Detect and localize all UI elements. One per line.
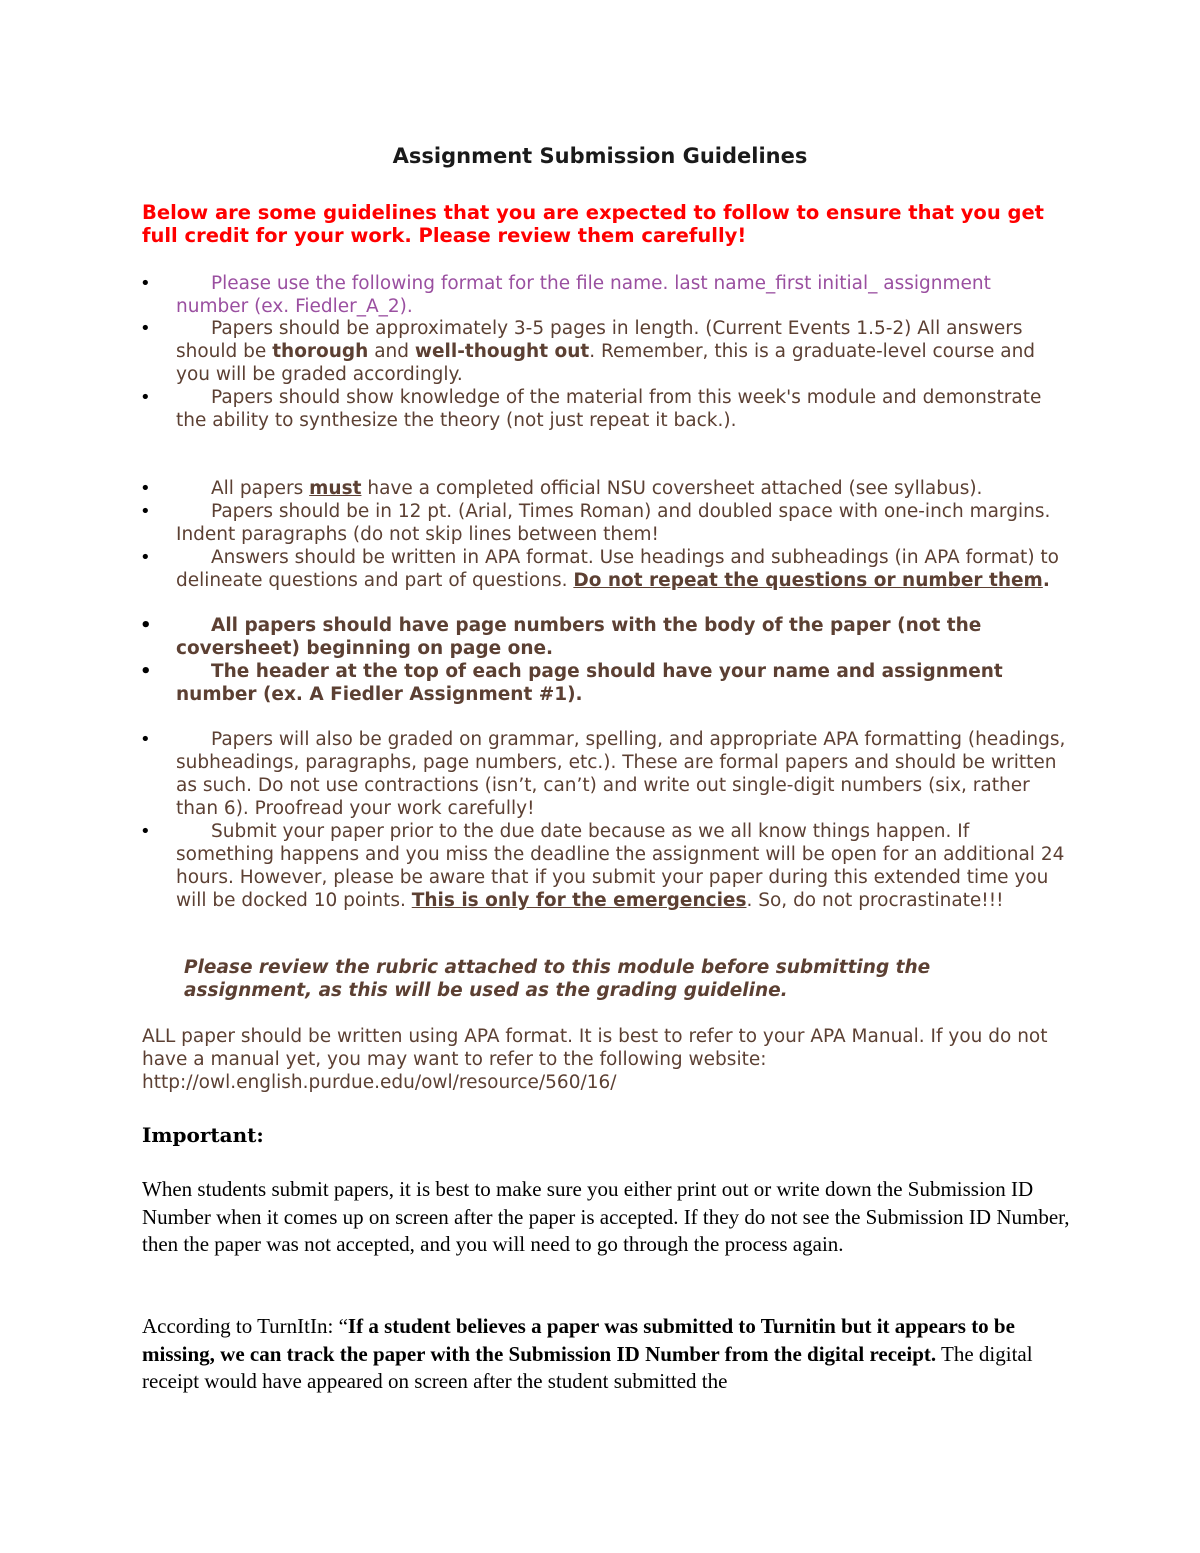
guideline-item-grammar: [140, 728, 1066, 820]
guideline-text: Papers should be in 12 pt. (Arial, Times Roman) and doubled space with one-inch margins. Indent paragraphs (do not skip lines between them!: [176, 501, 1051, 545]
guideline-item-knowledge: [140, 386, 1066, 432]
turnitin-rest: The digital receipt would have appeared on screen after the student submitted the: [142, 1341, 1033, 1393]
emphasis-thorough: thorough: [272, 341, 369, 362]
guideline-text: All papers should have page numbers with the body of the paper (not the coversheet) beginning on page one.: [176, 615, 982, 659]
important-heading: Important:: [142, 1123, 264, 1147]
guideline-item-apa-format: [140, 546, 1066, 592]
bullet-icon: •: [140, 478, 151, 499]
document-title: Assignment Submission Guidelines: [392, 144, 808, 168]
turnitin-quote-bold: If a student believes a paper was submitted to Turnitin but it appears to be missing, we can track the paper with the Submission ID Number from the digital receipt.: [142, 1314, 1015, 1366]
bullet-icon: •: [140, 273, 151, 294]
bullet-icon: •: [140, 318, 151, 339]
emphasis-must: must: [309, 478, 362, 499]
guideline-text: .: [1042, 570, 1050, 591]
emphasis-well-thought-out: well-thought out: [414, 341, 590, 362]
guideline-text: Papers should show knowledge of the material from this week's module and demonstrate the ability to synthesize the theory (not just repeat it back.).: [176, 387, 1042, 431]
guideline-text: Papers should be approximately 3-5 pages in length. (Current Events 1.5-2) All answers should be: [176, 318, 1023, 362]
apa-paragraph: ALL paper should be written using APA format. It is best to refer to your APA Manual. If you do not have a manual yet, you may want to refer to the following website: http://owl.english.purdue.edu/owl/resource/560/16/: [142, 1026, 1048, 1093]
important-paragraph: When students submit papers, it is best to make sure you either print out or write down the Submission ID Number when it comes up on screen after the paper is accepted. If they do not see the Submission ID Number, then the paper was not accepted, and you will need to go through the process again.: [142, 1177, 1070, 1256]
guideline-text: Submit your paper prior to the due date because as we all know things happen. If something happens and you miss the deadline the assignment will be open for an additional 24 hours. However, please be aware that if you submit your paper during this extended time you will be docked 10 points.: [176, 821, 1065, 911]
guideline-text: All papers: [211, 478, 310, 499]
emphasis-emergencies: This is only for the emergencies: [411, 890, 747, 911]
guideline-text: . Remember, this is a graduate-level course and you will be graded accordingly.: [176, 341, 1036, 385]
guideline-item-file-name: [140, 272, 1066, 318]
guideline-item-header: [140, 660, 1066, 706]
guideline-item-length: [140, 317, 1066, 386]
guideline-text: . So, do not procrastinate!!!: [746, 890, 1004, 911]
emphasis-do-not-repeat: Do not repeat the questions or number them: [573, 570, 1043, 591]
bullet-icon: •: [140, 615, 152, 636]
guideline-item-coversheet: [140, 477, 1066, 500]
rubric-note: Please review the rubric attached to this module before submitting the assignment, as this will be used as the grading guideline.: [184, 957, 931, 1001]
bullet-icon: •: [140, 547, 151, 568]
guideline-item-font: [140, 500, 1066, 546]
guideline-item-due-date: [140, 820, 1066, 912]
guideline-text: and: [368, 341, 415, 362]
guideline-text: The header at the top of each page should have your name and assignment number (ex. A Fiedler Assignment #1).: [176, 661, 1003, 705]
guideline-text: Papers will also be graded on grammar, spelling, and appropriate APA formatting (headings, subheadings, paragraphs, page numbers, etc.). These are formal papers and should be written as such. Do not use contractions (isn’t, can’t) and write out single-digit numbers (six, rather than 6). Proofread your work carefully!: [176, 729, 1066, 819]
bullet-icon: •: [140, 661, 152, 682]
guideline-text: have a completed official NSU coversheet attached (see syllabus).: [361, 478, 983, 499]
guideline-item-page-numbers: [140, 614, 1066, 660]
intro-text: Below are some guidelines that you are expected to follow to ensure that you get full credit for your work. Please review them carefully!: [142, 201, 1045, 247]
bullet-icon: •: [140, 501, 151, 522]
bullet-icon: •: [140, 821, 151, 842]
bullet-icon: •: [140, 729, 151, 750]
guideline-text: Answers should be written in APA format. Use headings and subheadings (in APA format) to delineate questions and part of questions.: [176, 547, 1059, 591]
turnitin-paragraph: [142, 1313, 1072, 1396]
guideline-text: Please use the following format for the file name. last name_first initial_ assignment number (ex. Fiedler_A_2).: [176, 273, 991, 317]
bullet-icon: •: [140, 387, 151, 408]
turnitin-lead: According to TurnItIn: “: [142, 1314, 348, 1338]
